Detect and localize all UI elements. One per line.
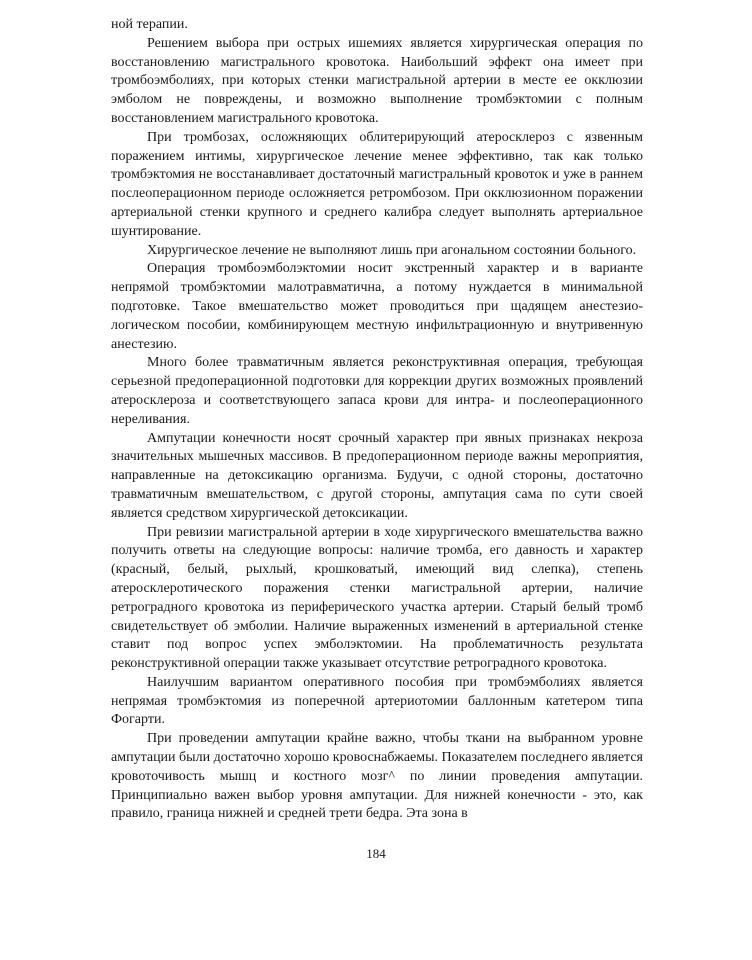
paragraph-continuation: ной терапии.: [111, 17, 188, 32]
page-number: 184: [366, 846, 386, 861]
paragraph-reconstructive-operation: Много более травматичным является реконструктивная операция, требующая серьезной предоперационной подготовки для коррекции других возможных проявлений атеросклероза и соответствующего запаса крови для интра- и послеоперационного нереливания.: [111, 355, 643, 427]
paragraph-thrombosis: При тромбозах, осложняющих облитерирующий атеросклероз с язвенным поражением интимы, хирургическое лечение менее эффективно, так как только тромбэктомия не восстанавливает достаточный магистральный кровоток и уже в раннем послеоперационном периоде осложняется ретромбозом. При окклюзионном поражении артериальной стенки крупного и среднего калибра следует выполнять артериальное шунтирование.: [111, 129, 643, 239]
paragraph-amputation-level: При проведении ампутации крайне важно, чтобы ткани на выбранном уровне ампутации были достаточно хорошо кровоснабжаемы. Показателем последнего является кровоточивость мышц и костного мозг^ по линии проведения ампутации. Принципиально важен выбор уровня ампутации. Для нижней конечности - это, как правило, граница нижней и средней трети бедра. Эта зона в: [111, 731, 643, 822]
body-text: [111, 16, 643, 824]
paragraph-best-option: Наилучшим вариантом оперативного пособия при тромбэмболиях является непрямая тромбэктомия из поперечной артериотомии баллонным катетером типа Фогарти.: [111, 674, 643, 728]
paragraph-thromboembolectomy: Операция тромбоэмболэктомии носит экстренный характер и в варианте непрямой тромбэктомии малотравматична, а потому нуждается в минимальной подготовке. Такое вмешательство может проводиться при щадящем анестезиологическом пособии, комбинирующем местную инфильтрационную и внутривенную анестезию.: [111, 261, 643, 352]
paragraph-amputation: Ампутации конечности носят срочный характер при явных признаках некроза значительных мышечных массивов. В предоперационном периоде важны мероприятия, направленные на детоксикацию организма. Будучи, с одной стороны, достаточно травматичным вмешательством, с другой стороны, ампутация сама по сути своей является средством хирургической детоксикации.: [111, 430, 643, 521]
paragraph-surgery-choice: Решением выбора при острых ишемиях является хирургическая операция по восстановлению магистрального кровотока. Наибольший эффект она имеет при тромбоэмболиях, при которых стенки магистральной артерии в месте ее окклюзии эмболом не повреждены, и возможно выполнение тромбэктомии с полным восстановлением магистрального кровотока.: [111, 35, 643, 126]
paragraph-artery-revision: При ревизии магистральной артерии в ходе хирургического вмешательства важно получить ответы на следующие вопросы: наличие тромба, его давность и характер (красный, белый, рыхлый, крошковатый, имеющий вид слепка), степень атеросклеротического поражения стенки магистральной артерии, наличие ретроградного кровотока из периферического участка артерии. Старый белый тромб свидетельствует об эмболии. Наличие выраженных изменений в артериальной стенке ставит под вопрос успех эмболэктомии. На проблематичность результата реконструктивной операции также указывает отсутствие ретроградного кровотока.: [111, 524, 643, 672]
paragraph-agonal-state: Хирургическое лечение не выполняют лишь при агональном состоянии больного.: [147, 242, 637, 258]
